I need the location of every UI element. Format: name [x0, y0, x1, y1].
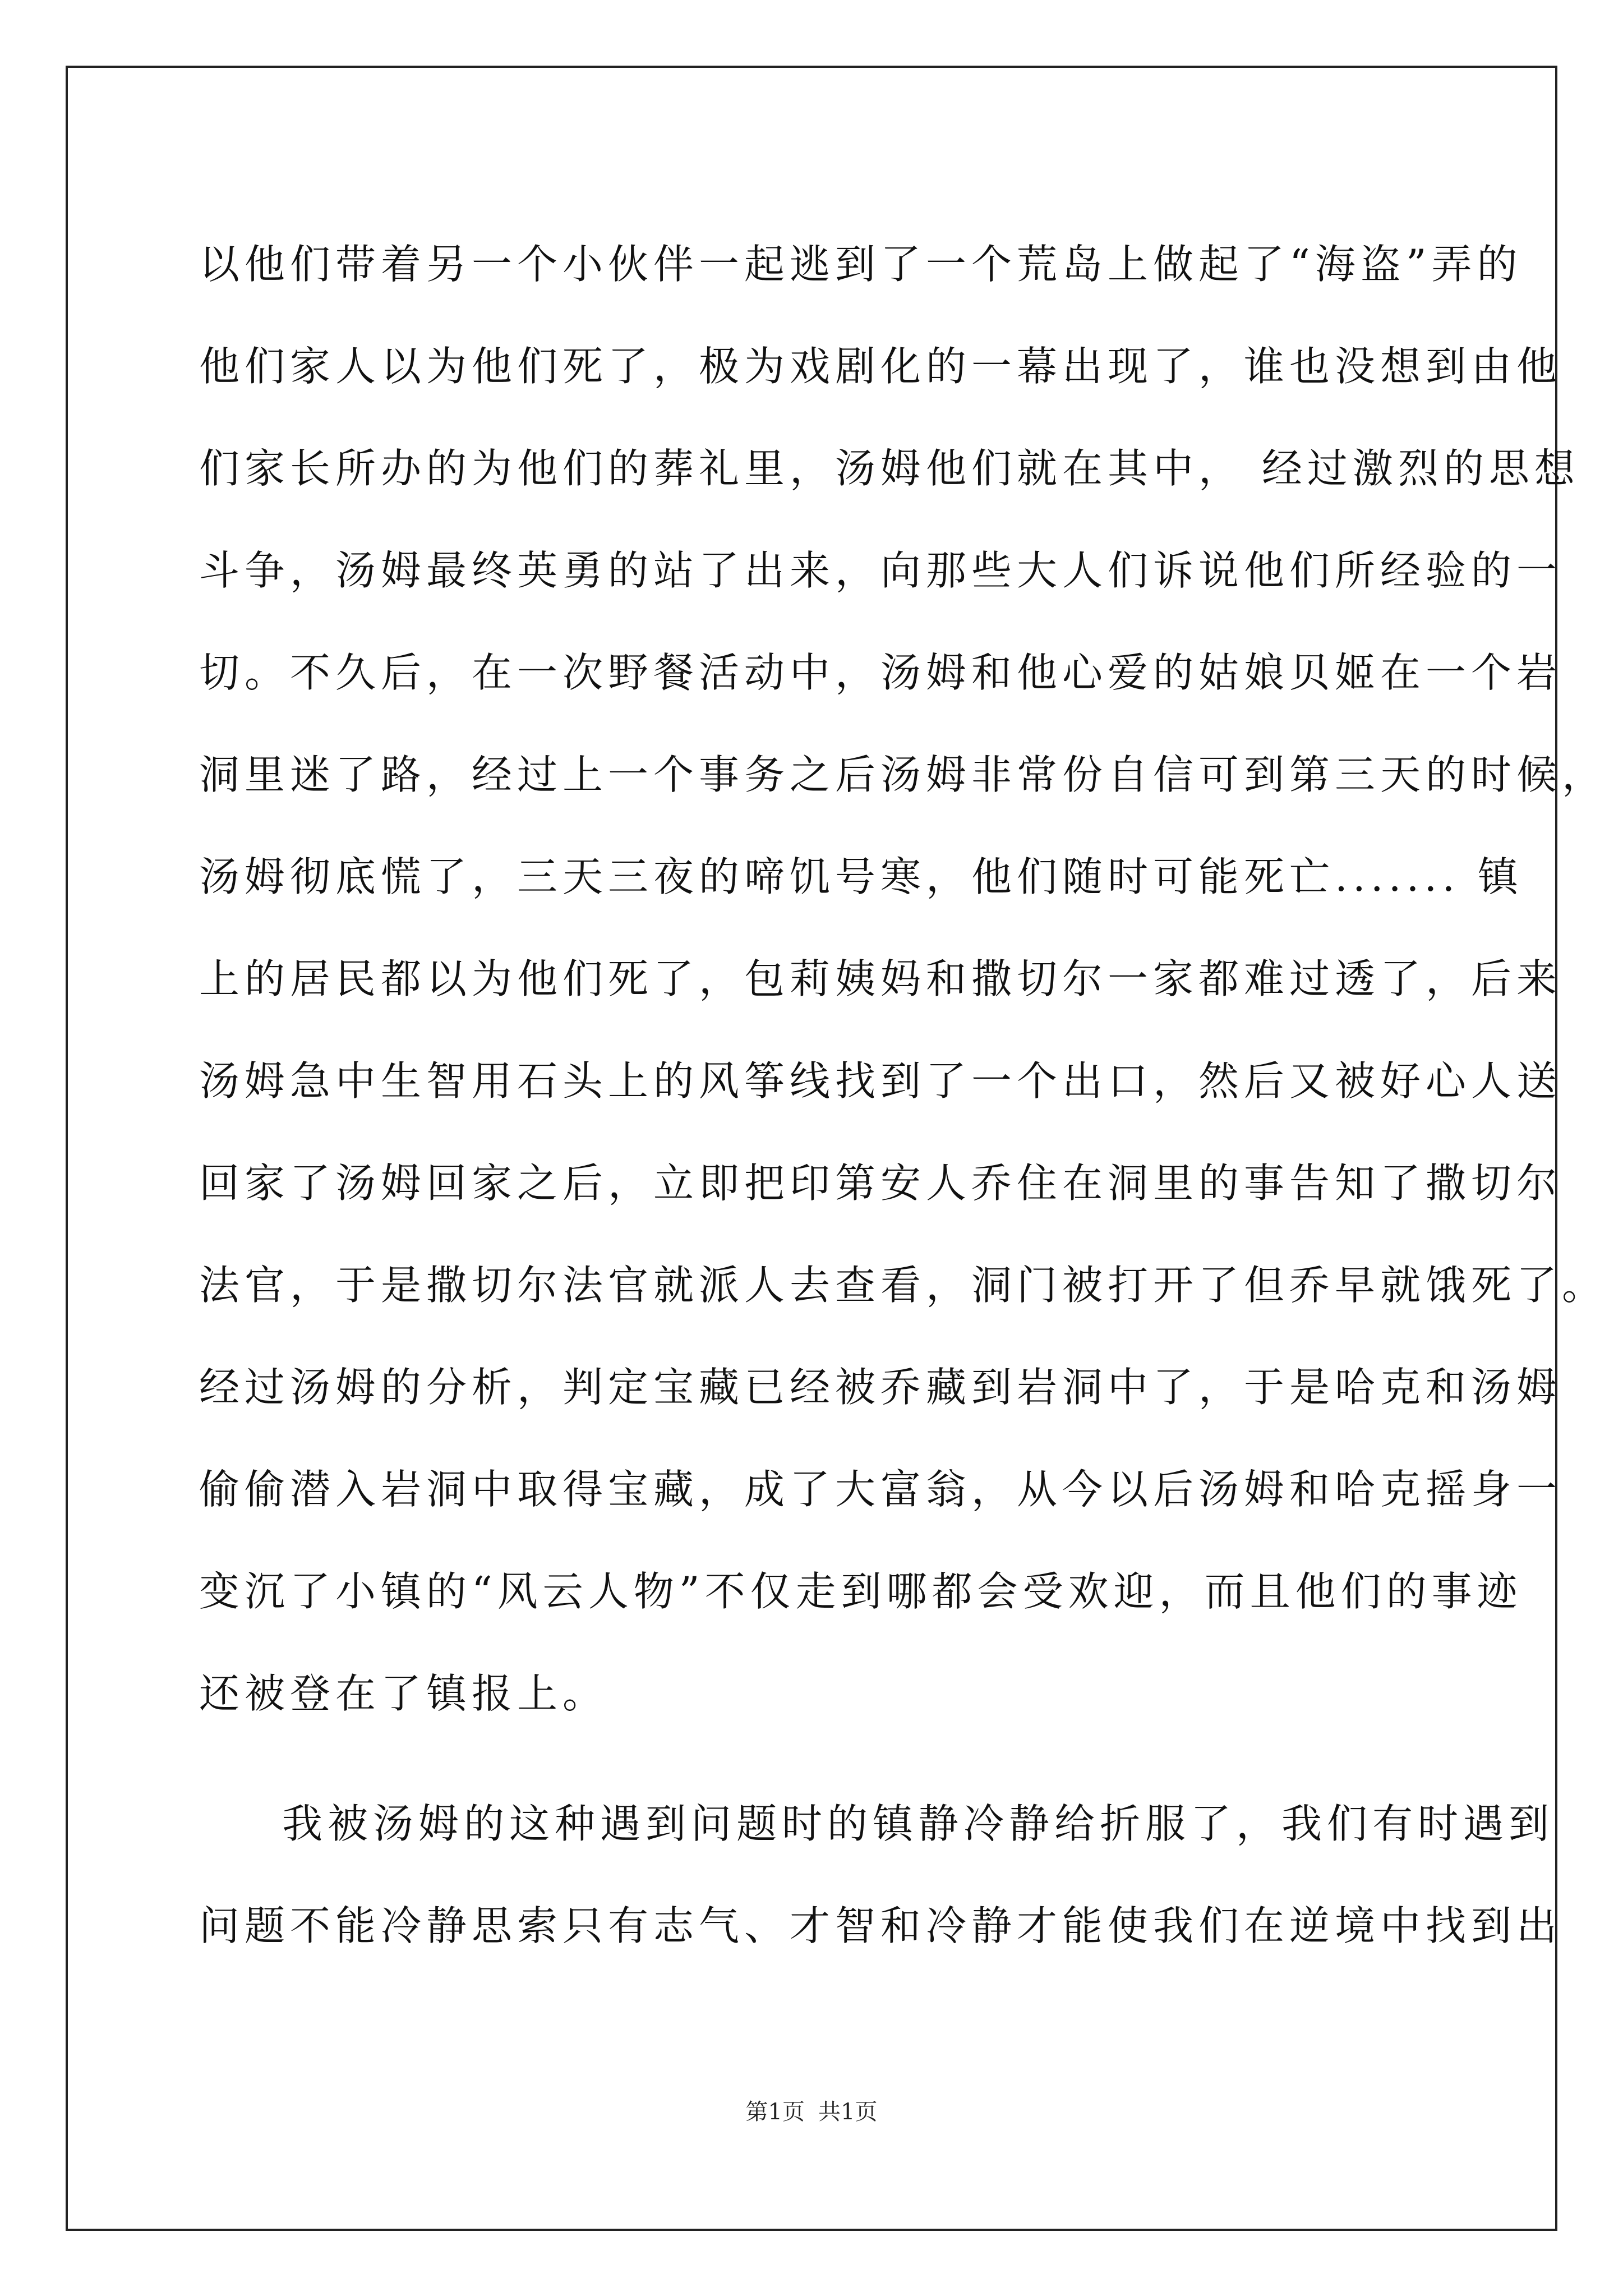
text-line: 回家了汤姆回家之后，立即把印第安人乔住在洞里的事告知了撒切尔: [199, 1159, 1562, 1207]
text-line: 斗争，汤姆最终英勇的站了出来，向那些大人们诉说他们所经验的一: [199, 547, 1562, 594]
text-line: 洞里迷了路，经过上一个事务之后汤姆非常份自信可到第三天的时候，: [199, 751, 1608, 798]
text-line: 他们家人以为他们死了，极为戏剧化的一幕出现了，谁也没想到由他: [199, 343, 1562, 390]
text-line: 汤姆彻底慌了，三天三夜的啼饥号寒，他们随时可能死亡....... 镇: [199, 853, 1524, 900]
page-total: 共1页: [818, 2099, 878, 2125]
text-line: 汤姆急中生智用石头上的风筝线找到了一个出口，然后又被好心人送: [199, 1057, 1562, 1105]
text-line: 还被登在了镇报上。: [199, 1670, 608, 1717]
text-line: 们家长所办的为他们的葬礼里，汤姆他们就在其中， 经过激烈的思想: [199, 445, 1580, 492]
text-line: 变沉了小镇的“风云人物”不仅走到哪都会受欢迎，而且他们的事迹: [199, 1568, 1523, 1615]
text-line: 问题不能冷静思索只有志气、才智和冷静才能使我们在逆境中找到出: [199, 1902, 1562, 1949]
text-line: 偷偷潜入岩洞中取得宝藏，成了大富翁，从今以后汤姆和哈克摇身一: [199, 1466, 1562, 1513]
text-line: 经过汤姆的分析，判定宝藏已经被乔藏到岩洞中了，于是哈克和汤姆: [199, 1364, 1562, 1411]
paragraph-first-line: 我被汤姆的这种遇到问题时的镇静冷静给折服了，我们有时遇到: [282, 1800, 1555, 1847]
text-line: 法官，于是撒切尔法官就派人去查看，洞门被打开了但乔早就饿死了。: [199, 1262, 1608, 1309]
page-number: 第1页: [745, 2099, 805, 2125]
text-line: 上的居民都以为他们死了，包莉姨妈和撒切尔一家都难过透了，后来: [199, 955, 1562, 1002]
text-line: 切。不久后，在一次野餐活动中，汤姆和他心爱的姑娘贝姬在一个岩: [199, 649, 1562, 696]
document-body: [199, 213, 1608, 1977]
text-line: 以他们带着另一个小伙伴一起逃到了一个荒岛上做起了“海盗”弄的: [199, 241, 1523, 288]
page-footer: [0, 2095, 1623, 2129]
